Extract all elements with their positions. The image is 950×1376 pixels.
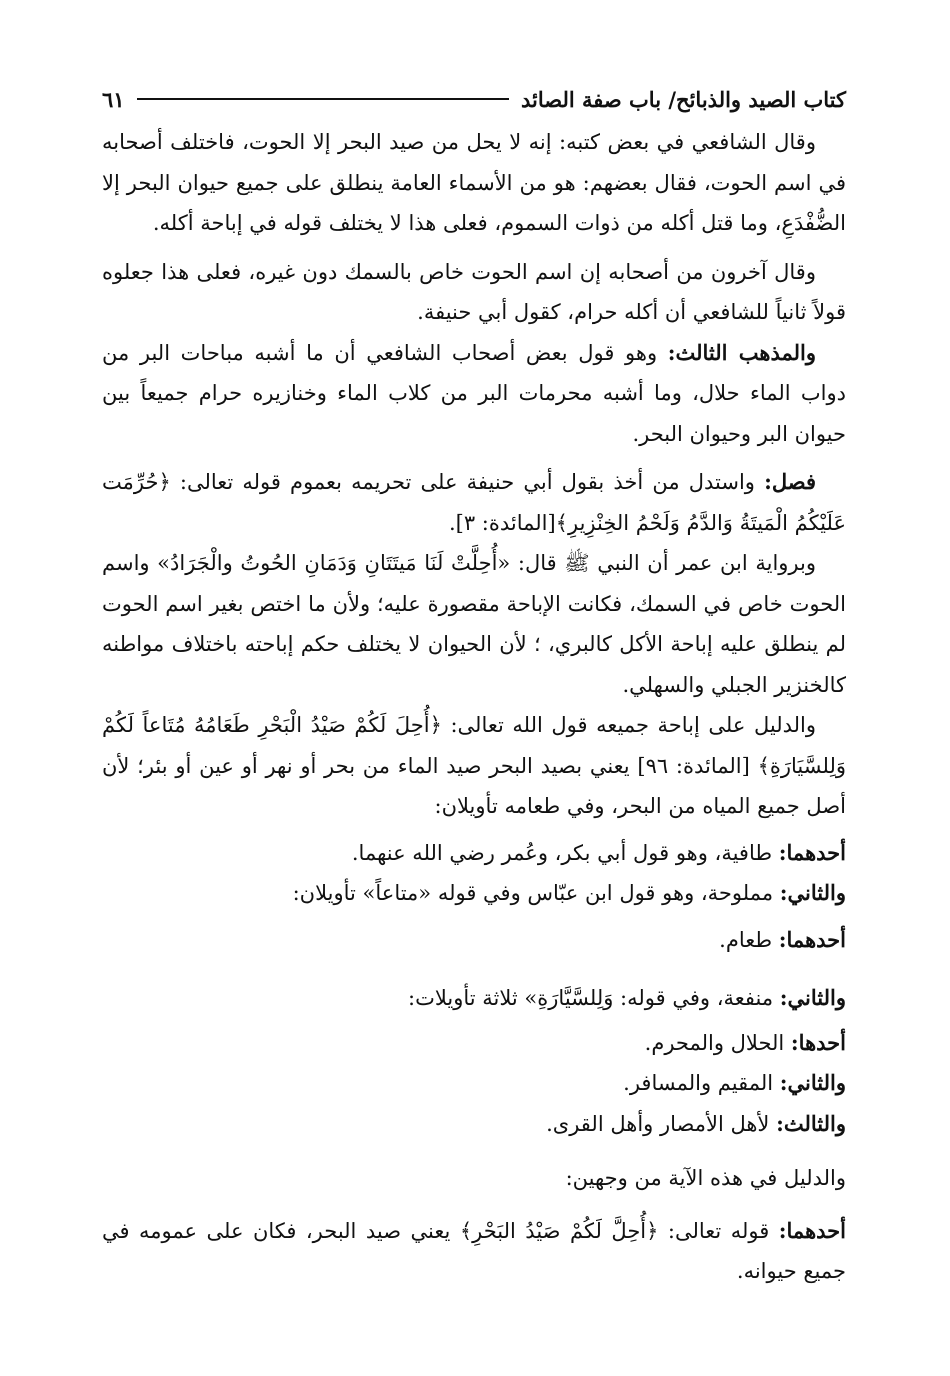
item-label: أحدها: bbox=[790, 1029, 846, 1055]
item-label: أحدهما: bbox=[778, 1217, 846, 1243]
header-title: كتاب الصيد والذبائح/ باب صفة الصائد bbox=[520, 86, 846, 112]
paragraph-text: وقال الشافعي في بعض كتبه: إنه لا يحل من صيد البحر إلا الحوت، فاختلف أصحابه في اسم الحوت، فقال بعضهم: هو من الأسماء العامة ينطلق على جميع حيوان البحر إلا الضُّفْدَعِ، وما قتل أكله من ذوات السموم، فعلى هذا لا يختلف قوله في إباحة أكله. bbox=[102, 130, 846, 235]
paragraph-label: فصل: bbox=[764, 469, 816, 494]
paragraph-label: والمذهب الثالث: bbox=[667, 339, 816, 365]
paragraph-text: وهو قول بعض أصحاب الشافعي أن ما أشبه مباحات البر من دواب الماء حلال، وما أشبه محرمات البر من كلاب الماء وخنازيره حرام جميعاً بين حيوان البر وحيوان البحر. bbox=[102, 340, 846, 446]
item-text: طعام. bbox=[719, 927, 773, 952]
list-item bbox=[102, 1104, 846, 1145]
closing-line bbox=[102, 1158, 846, 1199]
list-item bbox=[102, 833, 846, 874]
closing-text: والدليل في هذه الآية من وجهين: bbox=[565, 1166, 846, 1190]
paragraph-text: واستدل من أخذ بقول أبي حنيفة على تحريمه بعموم قوله تعالى: ﴿حُرِّمَت عَلَيْكُمُ الْمَيتَةُ وَالدَّمُ وَلَحْمُ الخِنْزِيرِ﴾[المائدة: ٣]. bbox=[102, 470, 846, 535]
paragraph-text: والدليل على إباحة جميعه قول الله تعالى: ﴿أُحِلَ لَكُمْ صَيْدُ الْبَحْرِ طَعَامُهُ مُتَاعاً لَكُمْ وَلِلسَّيَارَةِ﴾ [المائدة: ٩٦] يعني بصيد البحر صيد الماء من بحر أو نهر أو عين أو بئر؛ لأن أصل جميع المياه من البحر، وفي طعامه تأويلان: bbox=[102, 713, 846, 818]
item-label: والثاني: bbox=[779, 1070, 846, 1095]
header-rule bbox=[137, 98, 509, 100]
closing-text: قوله تعالى: ﴿أُحِلَّ لَكُمْ صَيْدُ البَحْرِ﴾ يعني صيد البحر، فكان على عمومه في جميع حيوانه. bbox=[102, 1218, 846, 1283]
paragraph-5 bbox=[102, 543, 846, 705]
paragraph-text: وقال آخرون من أصحابه إن اسم الحوت خاص بالسمك دون غيره، فعلى هذا جعلوه قولاً ثانياً للشافعي أن أكله حرام، كقول أبي حنيفة. bbox=[102, 259, 846, 324]
page-number: ٦١ bbox=[102, 86, 125, 112]
closing-paragraph bbox=[102, 1211, 846, 1292]
paragraph-2 bbox=[102, 252, 846, 333]
paragraph-text: وبرواية ابن عمر أن النبي ﷺ قال: «أُحِلَّتْ لَنَا مَيتَتَانِ وَدَمَانِ الحُوتُ والْجَرَادُ» واسم الحوت خاص في السمك، فكانت الإباحة مقصورة عليه؛ ولأن ما اختص بغير اسم الحوت لم ينطلق عليه إباحة الأكل كالبري، ؛ لأن الحيوان لا يختلف حكم إباحته باختلاف مواطنه كالخنزير الجبلي والسهلي. bbox=[102, 551, 846, 697]
item-text: طافية، وهو قول أبي بكر، وعُمر رضي الله عنهما. bbox=[351, 840, 773, 865]
body-text bbox=[102, 122, 846, 1292]
item-label: والثالث: bbox=[776, 1110, 846, 1136]
item-text: منفعة، وفي قوله: وَلِلسَّيَّارَةِ» ثلاثة تأويلات: bbox=[408, 986, 774, 1010]
list-item bbox=[102, 920, 846, 961]
list-item bbox=[102, 978, 846, 1019]
paragraph-6 bbox=[102, 705, 846, 827]
item-text: الحلال والمحرم. bbox=[644, 1030, 785, 1055]
paragraph-3 bbox=[102, 333, 846, 455]
item-label: أحدهما: bbox=[778, 926, 846, 952]
item-text: المقيم والمسافر. bbox=[623, 1071, 774, 1095]
item-text: مملوحة، وهو قول ابن عبّاس وفي قوله «متاعاً» تأويلان: bbox=[292, 881, 774, 905]
list-item bbox=[102, 873, 846, 914]
item-text: لأهل الأمصار وأهل القرى. bbox=[546, 1111, 770, 1136]
item-label: والثاني: bbox=[779, 985, 846, 1010]
paragraph-4 bbox=[102, 462, 846, 543]
running-header bbox=[102, 82, 846, 116]
item-label: أحدهما: bbox=[778, 839, 846, 865]
list-item bbox=[102, 1023, 846, 1064]
paragraph-1 bbox=[102, 122, 846, 244]
item-label: والثاني: bbox=[779, 880, 846, 905]
list-item bbox=[102, 1063, 846, 1104]
